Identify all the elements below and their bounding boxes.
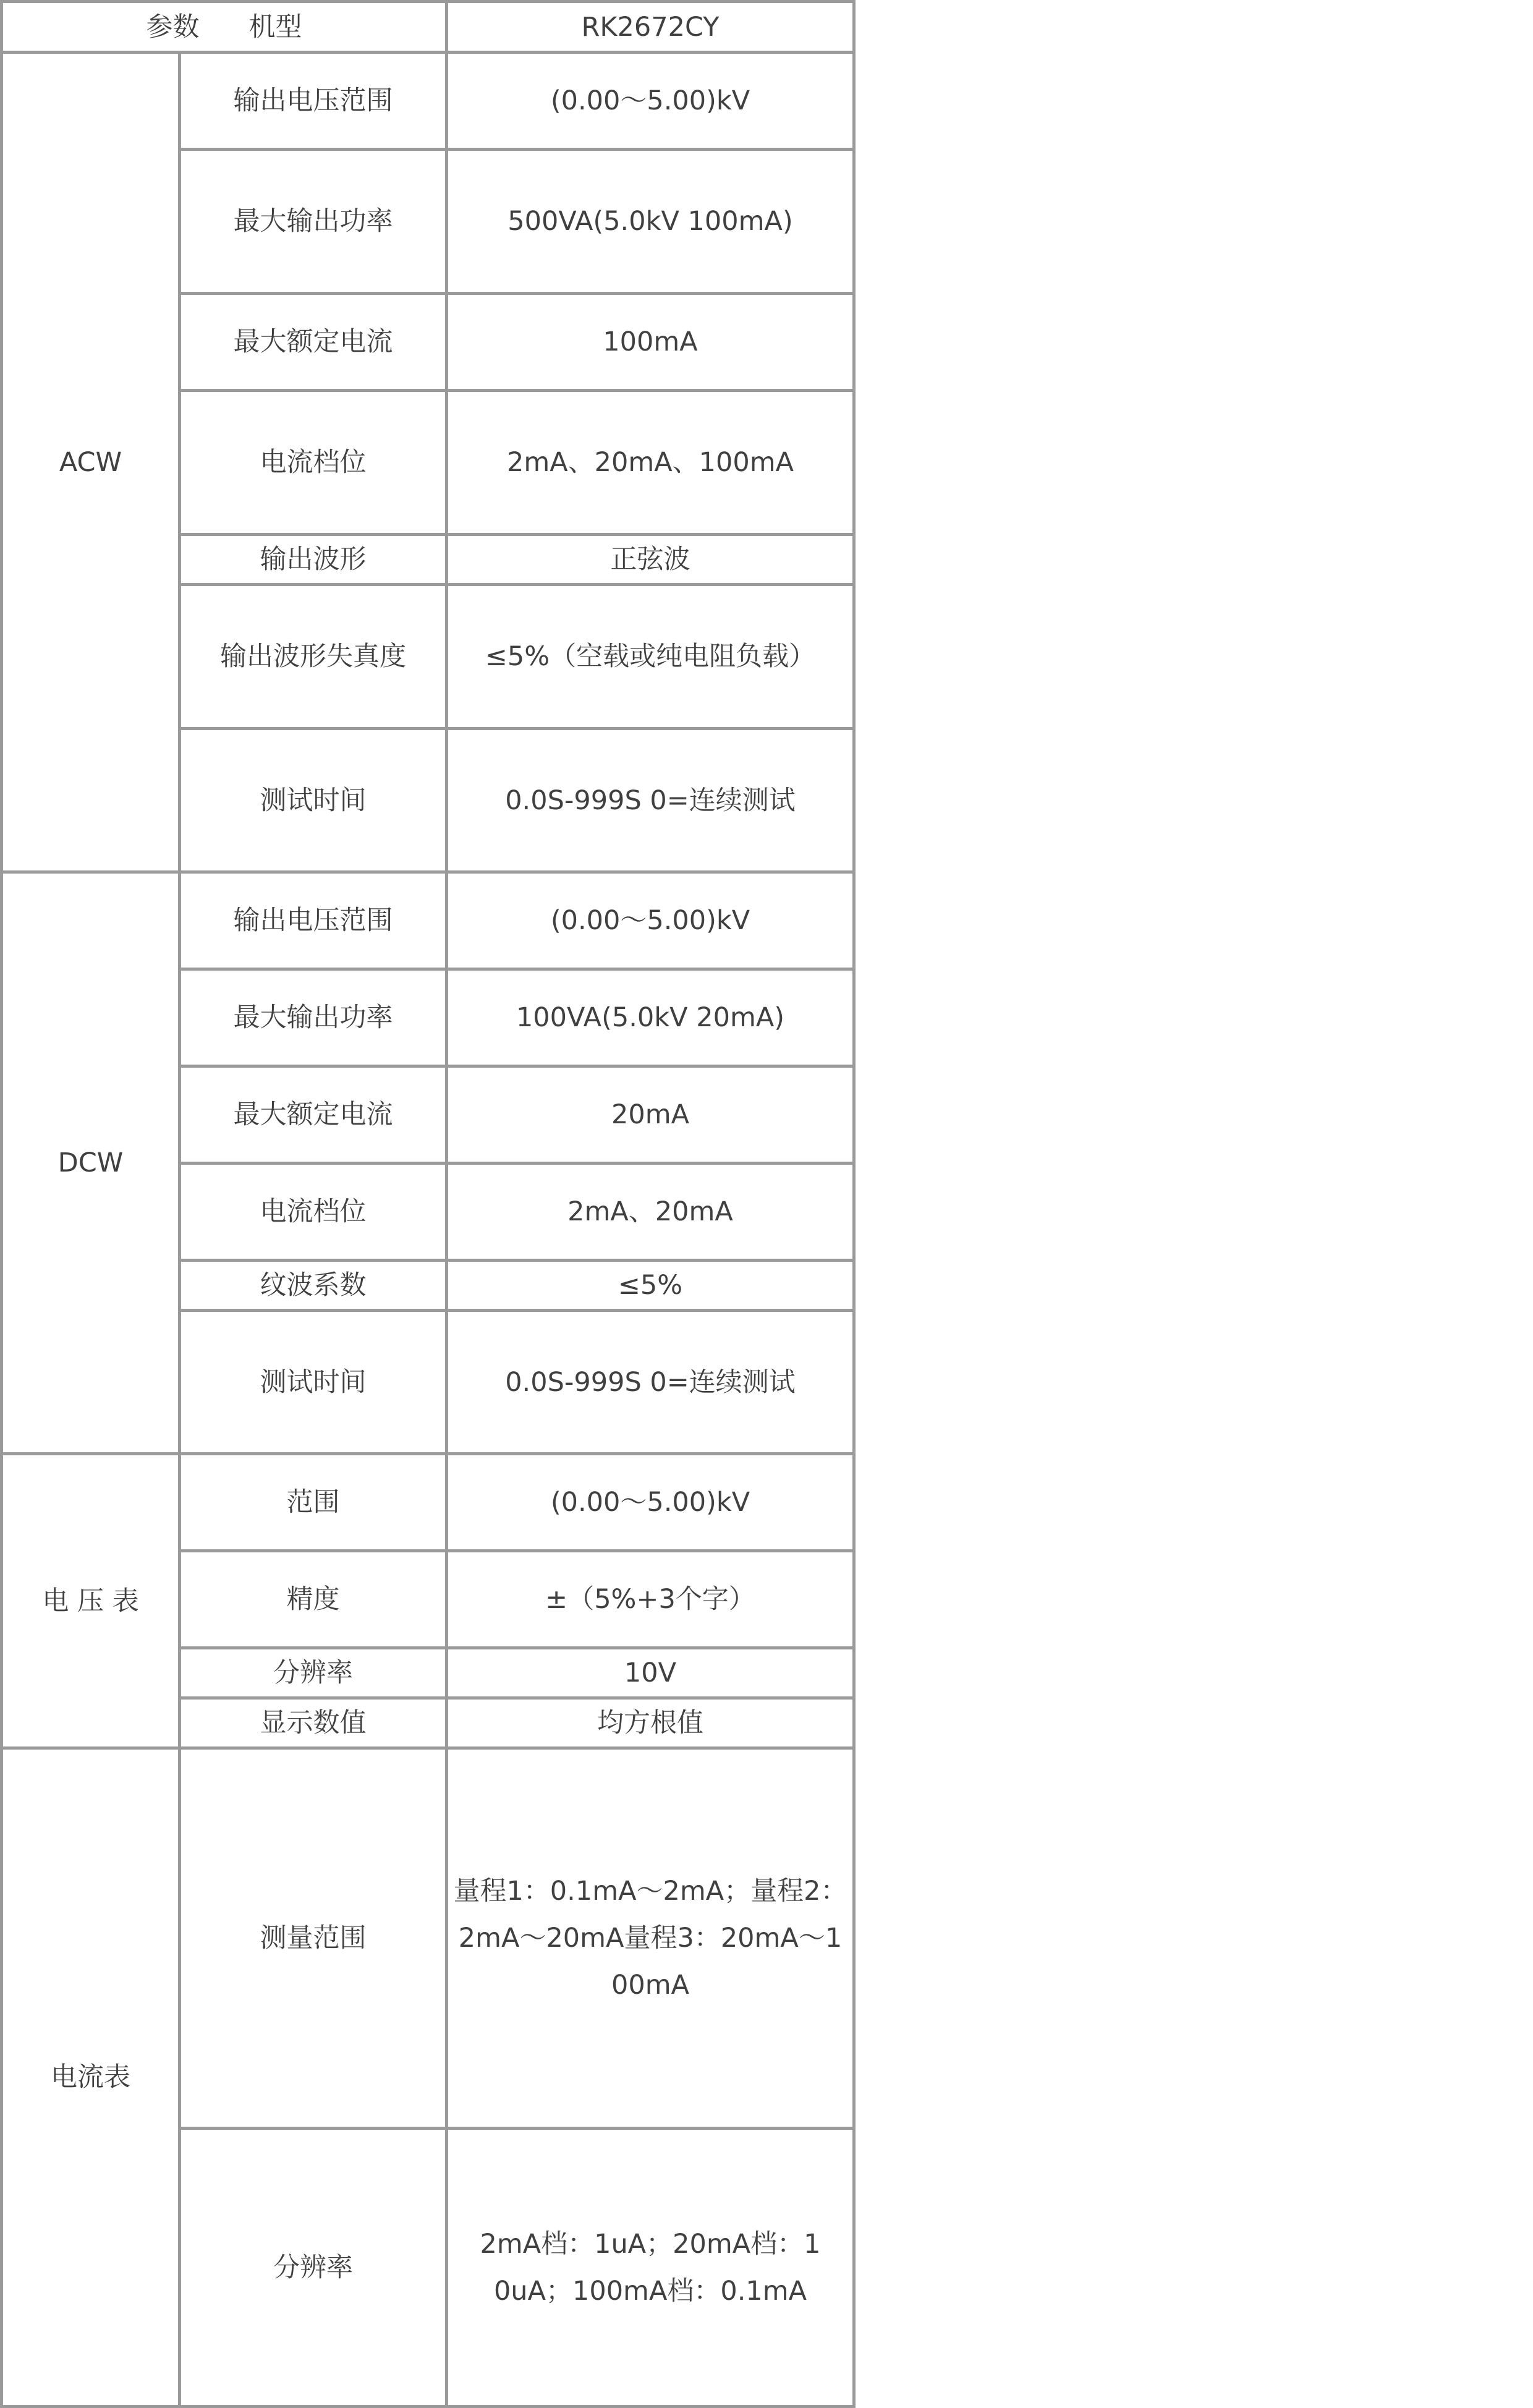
param-cell: 测试时间 bbox=[180, 1311, 447, 1454]
param-cell: 最大额定电流 bbox=[180, 1066, 447, 1164]
value-cell: (0.00～5.00)kV bbox=[447, 53, 854, 150]
param-cell: 分辨率 bbox=[180, 1648, 447, 1698]
group-label-ammeter: 电流表 bbox=[2, 1748, 180, 2407]
param-cell: 最大额定电流 bbox=[180, 294, 447, 391]
param-cell: 范围 bbox=[180, 1454, 447, 1551]
param-cell: 输出波形失真度 bbox=[180, 585, 447, 729]
param-cell: 输出电压范围 bbox=[180, 872, 447, 969]
group-label-acw: ACW bbox=[2, 53, 180, 872]
header-param-model-cell bbox=[2, 2, 447, 53]
param-cell: 最大输出功率 bbox=[180, 969, 447, 1066]
value-cell: 2mA、20mA、100mA bbox=[447, 391, 854, 535]
value-cell: 量程1：0.1mA～2mA；量程2：2mA～20mA量程3：20mA～100mA bbox=[447, 1748, 854, 2129]
table-row bbox=[2, 1454, 854, 1551]
table-row bbox=[2, 872, 854, 969]
table-row bbox=[2, 1748, 854, 2129]
value-cell: 0.0S-999S 0=连续测试 bbox=[447, 729, 854, 872]
header-row bbox=[2, 2, 854, 53]
value-cell: ±（5%+3个字） bbox=[447, 1551, 854, 1648]
value-cell: 2mA、20mA bbox=[447, 1164, 854, 1261]
value-cell: 100VA(5.0kV 20mA) bbox=[447, 969, 854, 1066]
header-param-label: 参数 bbox=[146, 11, 200, 43]
value-cell: (0.00～5.00)kV bbox=[447, 1454, 854, 1551]
group-label-voltmeter: 电 压 表 bbox=[2, 1454, 180, 1748]
value-cell: (0.00～5.00)kV bbox=[447, 872, 854, 969]
value-cell: 均方根值 bbox=[447, 1698, 854, 1748]
param-cell: 测量范围 bbox=[180, 1748, 447, 2129]
value-cell: 2mA档：1uA；20mA档：10uA；100mA档：0.1mA bbox=[447, 2129, 854, 2407]
group-label-dcw: DCW bbox=[2, 872, 180, 1454]
param-cell: 电流档位 bbox=[180, 391, 447, 535]
value-cell: 20mA bbox=[447, 1066, 854, 1164]
value-cell: ≤5%（空载或纯电阻负载） bbox=[447, 585, 854, 729]
param-cell: 分辨率 bbox=[180, 2129, 447, 2407]
param-cell: 最大输出功率 bbox=[180, 150, 447, 294]
header-model-value: RK2672CY bbox=[447, 2, 854, 53]
param-cell: 显示数值 bbox=[180, 1698, 447, 1748]
value-cell: 500VA(5.0kV 100mA) bbox=[447, 150, 854, 294]
value-cell: ≤5% bbox=[447, 1261, 854, 1311]
param-cell: 测试时间 bbox=[180, 729, 447, 872]
param-cell: 精度 bbox=[180, 1551, 447, 1648]
value-cell: 0.0S-999S 0=连续测试 bbox=[447, 1311, 854, 1454]
table-row bbox=[2, 53, 854, 150]
param-cell: 输出电压范围 bbox=[180, 53, 447, 150]
value-cell: 正弦波 bbox=[447, 535, 854, 585]
param-cell: 电流档位 bbox=[180, 1164, 447, 1261]
param-cell: 输出波形 bbox=[180, 535, 447, 585]
param-cell: 纹波系数 bbox=[180, 1261, 447, 1311]
header-model-label: 机型 bbox=[248, 11, 302, 43]
value-cell: 10V bbox=[447, 1648, 854, 1698]
value-cell: 100mA bbox=[447, 294, 854, 391]
